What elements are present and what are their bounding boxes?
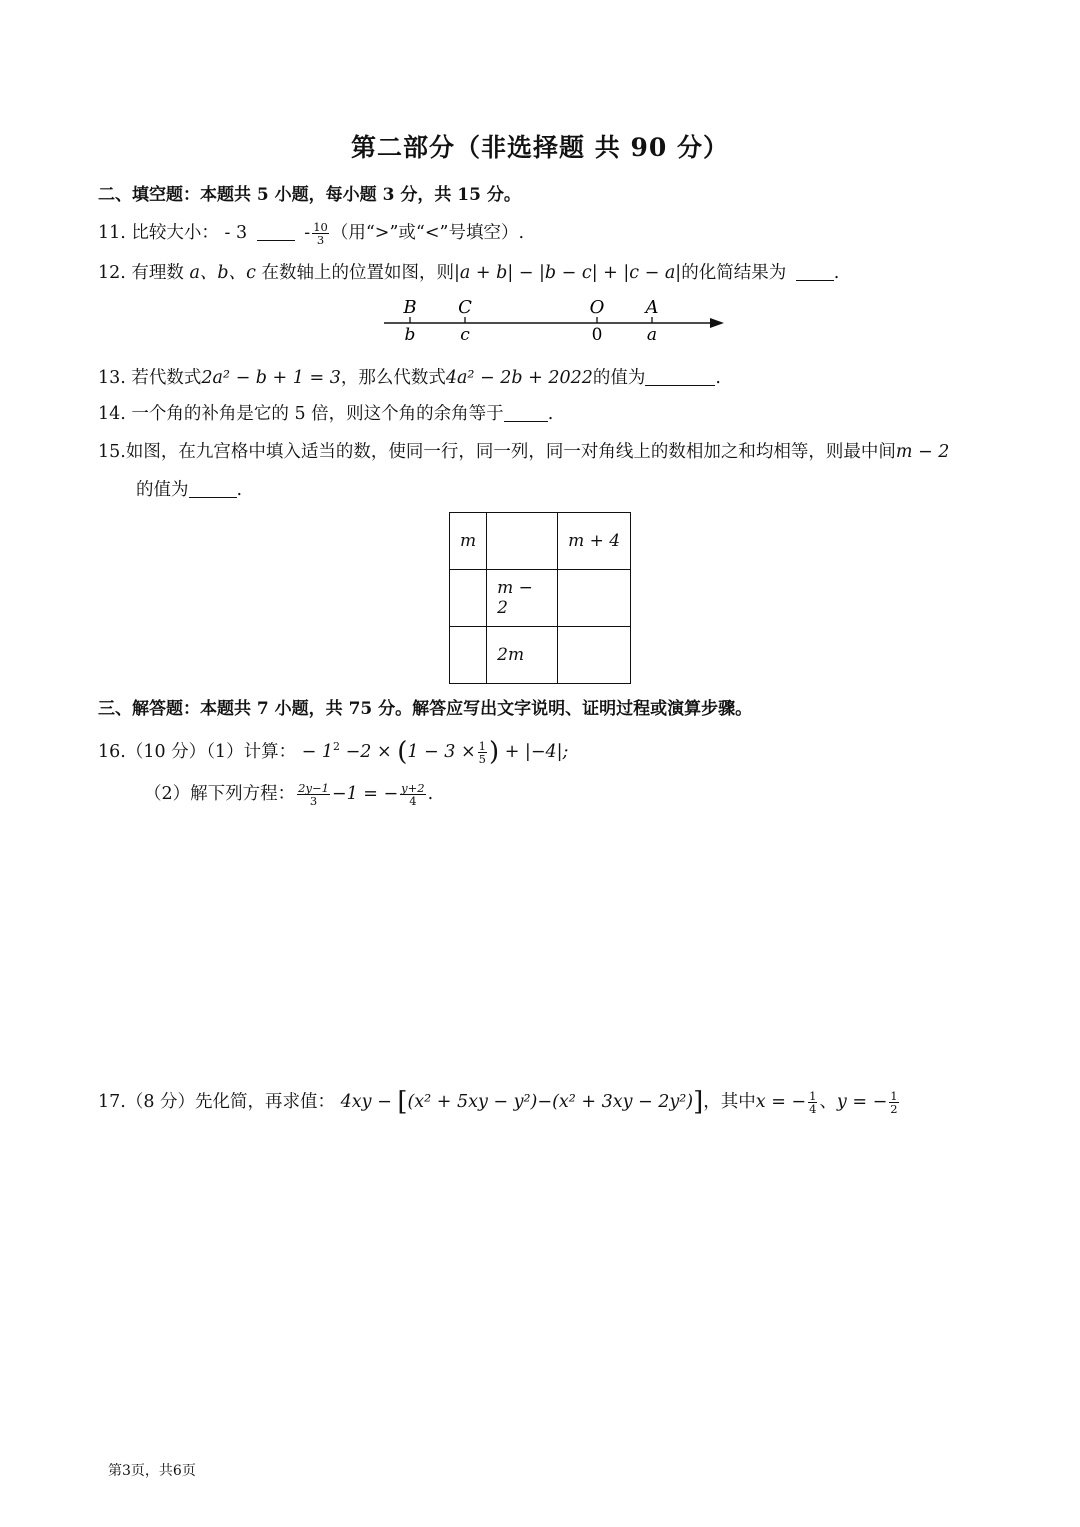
- answer-blank[interactable]: [189, 483, 237, 498]
- question-16-part-2: （2）解下列方程： $\frac{2y-1}{3}$ −1 = − $\frac{y+2}{4}$ .: [144, 781, 434, 808]
- expression: |a + b| − |b − c| + |c − a|: [454, 263, 682, 283]
- point-label-lower: c: [460, 325, 470, 345]
- question-14: 14. 一个角的补角是它的 5 倍，则这个角的余角等于 .: [98, 404, 554, 424]
- question-text: 在数轴上的位置如图，则: [261, 263, 455, 283]
- answer-blank[interactable]: [504, 407, 548, 422]
- question-text: 如图，在九宫格中填入适当的数，使同一行，同一列，同一对角线上的数相加之和均相等，则最中间: [125, 442, 896, 462]
- part-label: （1）计算：: [206, 742, 297, 762]
- grid-cell: [450, 570, 487, 627]
- grid-cell: [558, 627, 631, 684]
- number-line-figure: [380, 292, 730, 348]
- question-16-part-1: 16.（10 分）（1）计算： − $1^2 -2 \times (1 - 3$ × $\frac{1}{5}$ ) + |−4|;: [98, 737, 569, 767]
- section-3-heading: 三、解答题：本题共 7 小题，共 75 分。解答应写出文字说明、证明过程或演算步骤。: [98, 699, 753, 719]
- question-number: 15.: [98, 442, 126, 462]
- question-text: 的值为: [136, 480, 189, 500]
- point-label-upper: C: [458, 297, 472, 318]
- question-13: 13. 若代数式2a² − b + 1 = 3，那么代数式4a² − 2b + 2022的值为 .: [98, 368, 721, 388]
- section-2-heading: 二、填空题：本题共 5 小题，每小题 3 分，共 15 分。: [98, 185, 521, 205]
- question-score: （8 分）: [125, 1092, 196, 1112]
- question-note: （用“>”或“<”号填空）.: [330, 223, 525, 243]
- grid-row: [450, 627, 631, 684]
- expression: m − 2: [895, 442, 950, 462]
- question-12: 12. 有理数 a、b、c 在数轴上的位置如图，则|a + b| − |b − c| + |c − a|的化简结果为 .: [98, 263, 840, 283]
- grid-cell: m: [450, 513, 487, 570]
- point-label-upper: B: [403, 297, 417, 318]
- answer-blank[interactable]: [645, 371, 715, 386]
- question-score: （10 分）: [125, 742, 207, 762]
- fraction: $\frac{1}{2}$: [890, 1089, 898, 1116]
- question-number: 12.: [98, 263, 126, 283]
- point-label-lower: b: [404, 325, 416, 345]
- point-label-upper: A: [645, 297, 659, 318]
- question-text: 的值为: [592, 368, 646, 388]
- question-15: [98, 440, 949, 464]
- question-text: ，那么代数式: [340, 368, 446, 388]
- magic-square-grid: [449, 512, 631, 684]
- expression: 4a² − 2b + 2022: [445, 368, 593, 388]
- question-text: 比较大小：: [131, 223, 219, 243]
- arrow-right-icon: [710, 318, 724, 328]
- fraction: $\frac{1}{5}$: [478, 739, 486, 766]
- fraction: $\frac{2y-1}{3}$: [298, 781, 329, 808]
- question-17: 17.（8 分）先化简，再求值： 4xy − [(x² + 5xy − y²)−(x² + 3xy − 2y²)]，其中x = − $\frac{1}{4}$ 、y = − $\frac{1}{2}$: [98, 1087, 898, 1117]
- question-number: 17.: [98, 1092, 126, 1112]
- grid-row: [450, 570, 631, 627]
- grid-row: [450, 513, 631, 570]
- question-text: 有理数: [131, 263, 184, 283]
- question-number: 16.: [98, 742, 126, 762]
- part-label: （2）解下列方程：: [144, 784, 296, 804]
- answer-blank[interactable]: [796, 266, 834, 281]
- variables: a、b、c: [189, 263, 256, 283]
- question-text: 一个角的补角是它的 5 倍，则这个角的余角等于: [131, 404, 504, 424]
- fraction: $\frac{y+2}{4}$: [401, 781, 425, 808]
- grid-cell: [487, 513, 558, 570]
- page-title: 第二部分（非选择题 共 90 分）: [351, 133, 729, 162]
- fraction: $\frac{1}{4}$: [809, 1089, 817, 1116]
- page-footer: 第3页，共6页: [108, 1463, 196, 1479]
- fraction: $\frac{10}{3}$: [313, 220, 328, 247]
- question-number: 13.: [98, 368, 126, 388]
- question-number: 14.: [98, 404, 126, 424]
- grid-cell: 2m: [487, 627, 558, 684]
- grid-cell: [558, 570, 631, 627]
- grid-cell: m + 4: [558, 513, 631, 570]
- question-text: 的化简结果为: [681, 263, 787, 283]
- question-text: 先化简，再求值：: [195, 1092, 336, 1112]
- grid-cell: m − 2: [487, 570, 558, 627]
- point-label-lower: a: [646, 325, 658, 345]
- sign: -: [304, 223, 311, 243]
- value-left: - 3: [224, 223, 248, 243]
- point-label-lower: 0: [591, 325, 603, 345]
- expression: 2a² − b + 1 = 3: [201, 368, 341, 388]
- grid-cell: [450, 627, 487, 684]
- point-label-upper: O: [589, 297, 605, 318]
- question-11: [98, 221, 524, 246]
- question-15-cont: 的值为 .: [136, 480, 243, 500]
- question-number: 11.: [98, 223, 126, 243]
- answer-blank[interactable]: [257, 226, 295, 241]
- question-text: 若代数式: [131, 368, 202, 388]
